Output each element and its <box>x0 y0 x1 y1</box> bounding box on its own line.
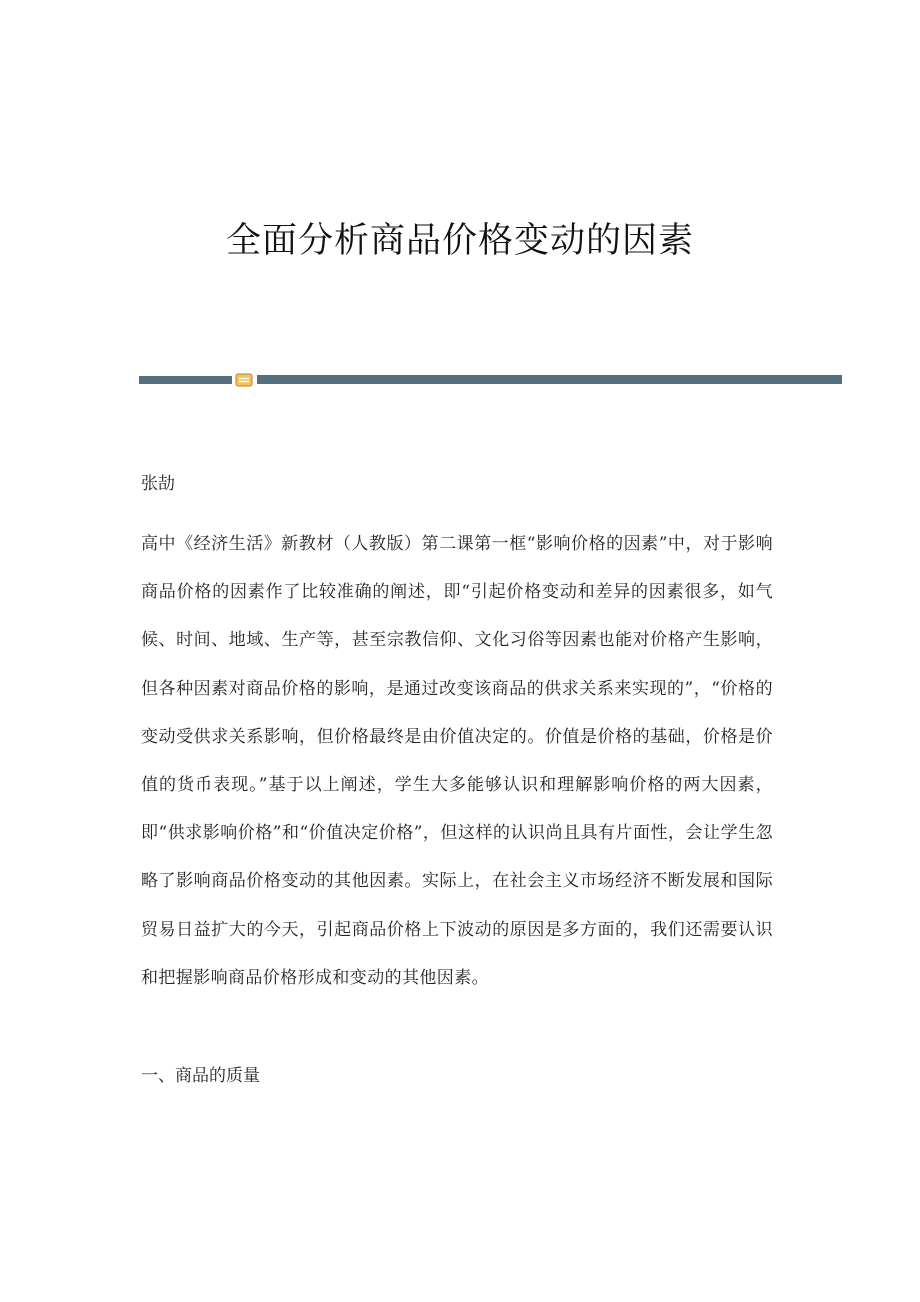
page-title: 全面分析商品价格变动的因素 <box>225 221 694 261</box>
divider-bar-left <box>139 376 232 384</box>
divider-bar-right <box>257 375 842 384</box>
author-name: 张劼 <box>141 474 175 494</box>
section-heading: 一、商品的质量 <box>141 1066 260 1086</box>
body-paragraph: 高中《经济生活》新教材（人教版）第二课第一框“影响价格的因素”中，对于影响商品价格的因素作了比较准确的阐述，即“引起价格变动和差异的因素很多，如气候、时间、地域、生产等，甚至宗教信仰、文化习俗等因素也能对价格产生影响，但各种因素对商品价格的影响，是通过改变该商品的供求关系来实现的”，“价格的变动受供求关系影响，但价格最终是由价值决定的。价值是价格的基础，价格是价值的货币表现。”基于以上阐述，学生大多能够认识和理解影响价格的两大因素，即“供求影响价格”和“价值决定价格”，但这样的认识尚且具有片面性，会让学生忽略了影响商品价格变动的其他因素。实际上，在社会主义市场经济不断发展和国际贸易日益扩大的今天，引起商品价格上下波动的原因是多方面的，我们还需要认识和把握影响商品价格形成和变动的其他因素。 <box>141 534 773 988</box>
title-divider <box>139 372 842 388</box>
ornament-icon <box>235 372 254 388</box>
